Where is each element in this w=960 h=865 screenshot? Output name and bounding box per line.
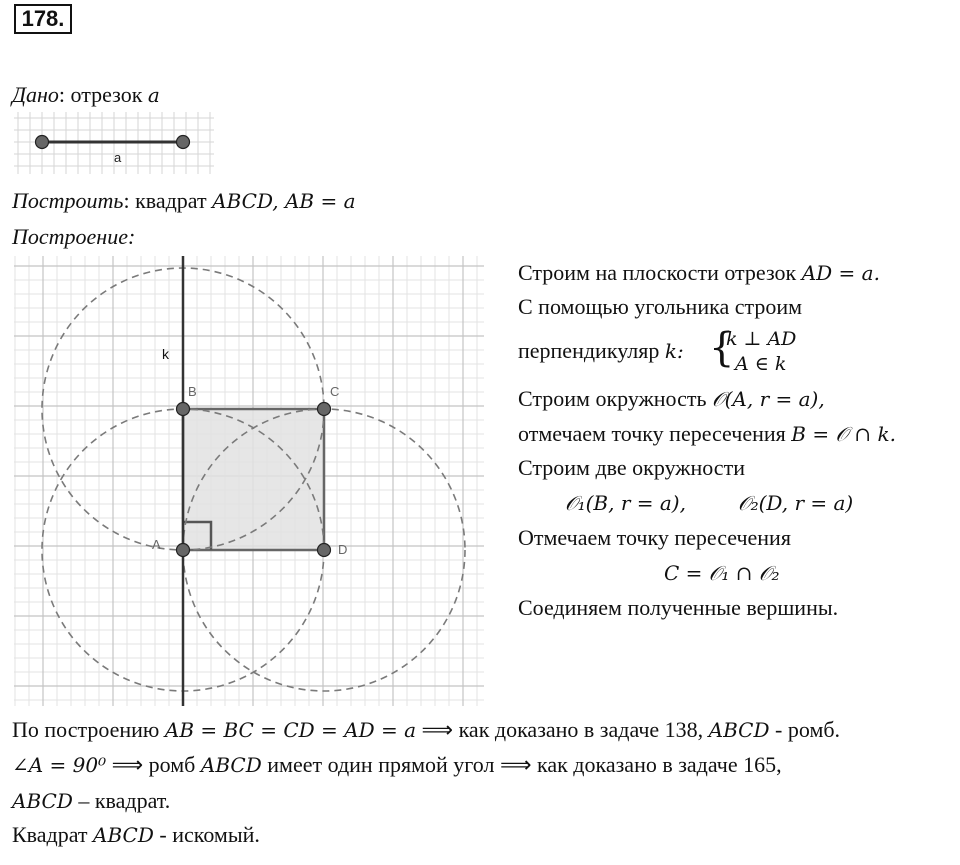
- step-8: Отмечаем точку пересечения: [518, 525, 791, 550]
- construct-text: : квадрат: [123, 188, 213, 213]
- step-3: [518, 338, 684, 364]
- step-7a: [565, 490, 686, 516]
- construct-line: [12, 188, 356, 214]
- conclusion-2-math-2: ABCD: [200, 753, 262, 777]
- step-1-text: Строим на плоскости отрезок: [518, 260, 802, 285]
- step-5-math: B = 𝒪 ∩ k.: [791, 422, 897, 446]
- conclusion-line-3: [12, 788, 170, 814]
- square-abcd: [183, 409, 324, 550]
- step-1: [518, 260, 880, 286]
- step-7b: [738, 490, 853, 516]
- conclusion-line-4: [12, 822, 260, 848]
- step-3-text: перпендикуляр: [518, 338, 665, 363]
- segment-endpoint: [177, 136, 190, 149]
- label-d: D: [338, 542, 348, 557]
- step-1-math: AD = a.: [801, 261, 880, 285]
- construct-math: ABCD, AB = a: [212, 189, 356, 213]
- step-5: [518, 421, 896, 447]
- step-4-math: 𝒪(A, r = a),: [712, 387, 825, 411]
- construct-label: Построить: [12, 188, 124, 213]
- given-segment-figure: [14, 112, 214, 174]
- problem-number: 178.: [14, 4, 72, 34]
- step-3-math: k:: [664, 339, 684, 363]
- step-10: Соединяем полученные вершины.: [518, 595, 839, 620]
- system-line-2: A ∈ k: [735, 353, 787, 375]
- point-c: [318, 403, 331, 416]
- conclusion-2-math-1: ∠A = 90⁰: [12, 753, 107, 777]
- conclusion-1-text-a: По построению: [12, 717, 165, 742]
- construction-label: Построение:: [12, 224, 136, 249]
- point-b: [177, 403, 190, 416]
- step-7-math-1: 𝒪₁(B, r = a),: [565, 491, 686, 515]
- conclusion-line-1: [12, 717, 840, 743]
- step-9-math: C = 𝒪₁ ∩ 𝒪₂: [664, 561, 780, 585]
- segment-endpoint: [36, 136, 49, 149]
- segment-label: a: [114, 150, 122, 165]
- point-a: [177, 544, 190, 557]
- conclusion-line-2: [12, 752, 782, 778]
- conclusion-1-text-c: - ромб.: [769, 717, 841, 742]
- conclusion-3-math: ABCD: [12, 789, 73, 813]
- label-b: B: [188, 384, 197, 399]
- label-a: A: [152, 537, 161, 552]
- step-4-text: Строим окружность: [518, 386, 713, 411]
- conclusion-4-text-a: Квадрат: [12, 822, 94, 847]
- construction-figure: [14, 256, 484, 706]
- step-2: С помощью угольника строим: [518, 294, 803, 319]
- given-line: [12, 82, 160, 108]
- point-d: [318, 544, 331, 557]
- label-c: C: [330, 384, 340, 399]
- system-line-1: k ⊥ AD: [726, 328, 797, 350]
- conclusion-2-text-a: ⟹ ромб: [106, 752, 201, 777]
- step-9: [664, 560, 779, 586]
- system-brace: {: [709, 325, 735, 371]
- conclusion-1-math-1: AB = BC = CD = AD = a: [164, 718, 417, 742]
- step-7-math-2: 𝒪₂(D, r = a): [738, 491, 854, 515]
- step-6: Строим две окружности: [518, 455, 745, 480]
- given-var: a: [147, 83, 160, 107]
- step-5-text: отмечаем точку пересечения: [518, 421, 792, 446]
- conclusion-1-text-b: ⟹ как доказано в задаче 138,: [416, 717, 709, 742]
- conclusion-4-text-b: - искомый.: [153, 822, 260, 847]
- given-label: Дано: [12, 82, 59, 107]
- label-k: k: [162, 346, 169, 362]
- step-4: [518, 386, 825, 412]
- conclusion-1-math-2: ABCD: [708, 718, 770, 742]
- conclusion-3-text: – квадрат.: [72, 788, 171, 813]
- conclusion-2-text-b: имеет один прямой угол ⟹ как доказано в задаче 165,: [261, 752, 782, 777]
- conclusion-4-math: ABCD: [93, 823, 154, 847]
- given-text: : отрезок: [58, 82, 148, 107]
